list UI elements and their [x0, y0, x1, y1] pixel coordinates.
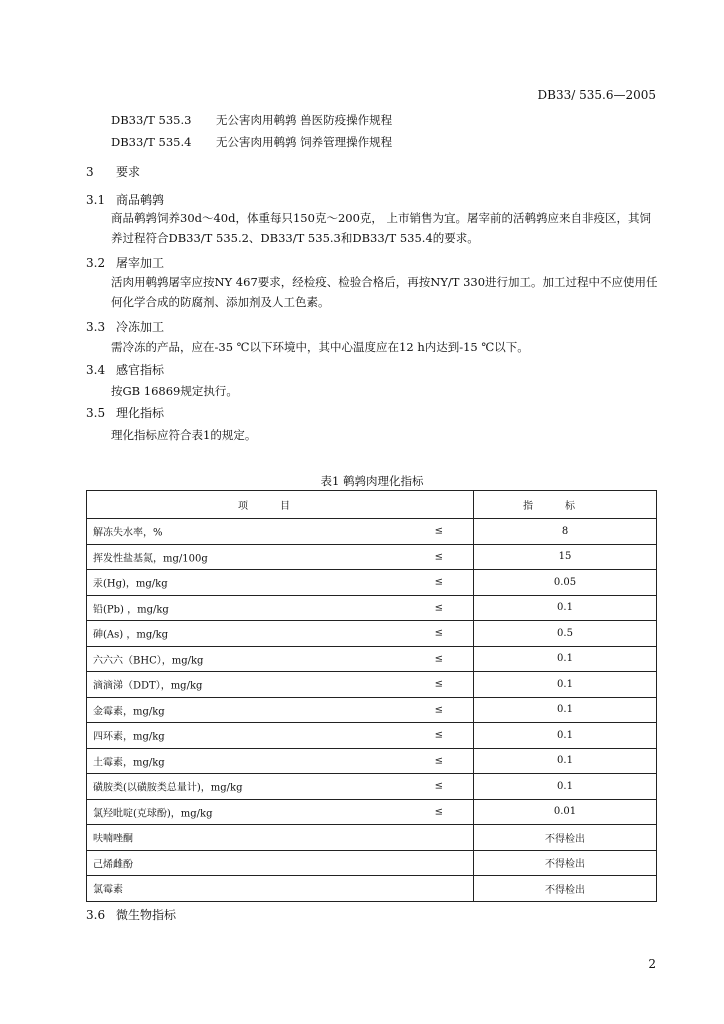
- item-name: 四环素，mg/kg: [93, 731, 165, 743]
- item-name: 土霉素，mg/kg: [93, 757, 165, 769]
- item-name: 氯霉素: [93, 884, 123, 896]
- less-or-equal-sign: ≤: [434, 806, 443, 818]
- item-name: 挥发性盐基氮，mg/100g: [93, 553, 208, 565]
- value-cell: 0.01: [474, 799, 657, 825]
- table-row: [87, 697, 657, 723]
- reference-line: [111, 134, 392, 150]
- section-heading-3-2: [86, 254, 164, 271]
- item-cell: [87, 876, 474, 902]
- section-heading-3-5: [86, 404, 164, 421]
- value-cell: 0.1: [474, 723, 657, 749]
- reference-title: 无公害肉用鹌鹑 兽医防疫操作规程: [216, 113, 393, 127]
- item-name: 六六六（BHC），mg/kg: [93, 655, 204, 667]
- column-header-label: 项目: [238, 501, 322, 512]
- less-or-equal-sign: ≤: [434, 627, 443, 639]
- less-or-equal-sign: ≤: [434, 551, 443, 563]
- item-name: 砷(As) ，mg/kg: [93, 629, 169, 641]
- table-row: [87, 544, 657, 570]
- section-title: 微生物指标: [116, 908, 177, 922]
- section-heading-3: [86, 163, 140, 180]
- section-title: 理化指标: [116, 406, 165, 420]
- value-cell: 0.1: [474, 646, 657, 672]
- item-name: 汞(Hg)，mg/kg: [93, 578, 168, 590]
- item-name: 解冻失水率，%: [93, 527, 163, 539]
- item-cell: [87, 850, 474, 876]
- section-heading-3-1: [86, 191, 164, 208]
- section-number: 3.1: [86, 193, 106, 207]
- item-name: 氯羟吡啶(克球酚)，mg/kg: [93, 808, 213, 820]
- table-header-row: [87, 491, 657, 519]
- item-cell: [87, 621, 474, 647]
- section-heading-3-6: [86, 906, 176, 923]
- section-title: 感官指标: [116, 363, 165, 377]
- column-header-label: 指标: [523, 501, 607, 512]
- section-heading-3-3: [86, 318, 164, 335]
- value-cell: 8: [474, 519, 657, 545]
- document-code: DB33/ 535.6—2005: [537, 88, 656, 102]
- paragraph-text: 活肉用鹌鹑屠宰应按NY 467要求，经检疫、检验合格后，再按NY/T 330进行加工。加工过程中不应使用任何化学合成的防腐剂、添加剂及人工色素。: [111, 275, 658, 309]
- section-title: 冷冻加工: [116, 320, 165, 334]
- item-name: 呋喃唑酮: [93, 833, 133, 845]
- item-name: 滴滴涕（DDT），mg/kg: [93, 680, 203, 692]
- less-or-equal-sign: ≤: [434, 525, 443, 537]
- paragraph-text: 理化指标应符合表1的规定。: [111, 428, 257, 442]
- table-row: [87, 774, 657, 800]
- less-or-equal-sign: ≤: [434, 576, 443, 588]
- section-title: 要求: [116, 165, 141, 179]
- section-number: 3.4: [86, 363, 106, 377]
- paragraph-text: 按GB 16869规定执行。: [111, 384, 238, 398]
- table-row: [87, 621, 657, 647]
- page-number: 2: [648, 957, 656, 971]
- item-cell: [87, 646, 474, 672]
- section-title: 商品鹌鹑: [116, 193, 165, 207]
- item-cell: [87, 748, 474, 774]
- table-caption: 表1 鹌鹑肉理化指标: [320, 474, 424, 488]
- item-cell: [87, 672, 474, 698]
- table-row: [87, 799, 657, 825]
- value-cell: 0.1: [474, 672, 657, 698]
- table-row: [87, 850, 657, 876]
- less-or-equal-sign: ≤: [434, 780, 443, 792]
- item-cell: [87, 799, 474, 825]
- table-row: [87, 646, 657, 672]
- column-header-item: [87, 491, 474, 519]
- item-cell: [87, 544, 474, 570]
- value-cell: 0.1: [474, 774, 657, 800]
- reference-line: [111, 112, 392, 128]
- section-number: 3.6: [86, 908, 106, 922]
- table-row: [87, 876, 657, 902]
- section-number: 3.5: [86, 406, 106, 420]
- value-cell: 不得检出: [474, 876, 657, 902]
- section-paragraph: [86, 272, 658, 312]
- table-row: [87, 825, 657, 851]
- reference-code: DB33/T 535.4: [111, 135, 192, 149]
- item-name: 铅(Pb) ，mg/kg: [93, 604, 169, 616]
- section-number: 3.2: [86, 256, 106, 270]
- section-title: 屠宰加工: [116, 256, 165, 270]
- table-row: [87, 519, 657, 545]
- item-cell: [87, 697, 474, 723]
- paragraph-text: 商品鹌鹑饲养30d～40d，体重每只150克～200克， 上市销售为宜。屠宰前的活鹌鹑应来自非疫区，其饲养过程符合DB33/T 535.2、DB33/T 535.3和DB33/T 535.4的要求。: [111, 211, 652, 245]
- value-cell: 0.1: [474, 697, 657, 723]
- reference-code: DB33/T 535.3: [111, 113, 192, 127]
- item-name: 磺胺类(以磺胺类总量计)，mg/kg: [93, 782, 243, 794]
- item-cell: [87, 723, 474, 749]
- item-cell: [87, 519, 474, 545]
- item-name: 金霉素，mg/kg: [93, 706, 165, 718]
- less-or-equal-sign: ≤: [434, 729, 443, 741]
- physicochemical-table: [86, 490, 657, 902]
- paragraph-text: 需冷冻的产品，应在-35 ℃以下环境中，其中心温度应在12 h内达到-15 ℃以下。: [111, 340, 529, 354]
- less-or-equal-sign: ≤: [434, 602, 443, 614]
- less-or-equal-sign: ≤: [434, 678, 443, 690]
- section-number: 3.3: [86, 320, 106, 334]
- value-cell: 0.1: [474, 748, 657, 774]
- value-cell: 0.1: [474, 595, 657, 621]
- table-row: [87, 748, 657, 774]
- less-or-equal-sign: ≤: [434, 704, 443, 716]
- item-name: 己烯雌酚: [93, 859, 133, 871]
- item-cell: [87, 774, 474, 800]
- value-cell: 不得检出: [474, 825, 657, 851]
- value-cell: 不得检出: [474, 850, 657, 876]
- value-cell: 15: [474, 544, 657, 570]
- item-cell: [87, 825, 474, 851]
- table-row: [87, 595, 657, 621]
- less-or-equal-sign: ≤: [434, 755, 443, 767]
- table-row: [87, 723, 657, 749]
- item-cell: [87, 570, 474, 596]
- table-row: [87, 570, 657, 596]
- column-header-value: [474, 491, 657, 519]
- less-or-equal-sign: ≤: [434, 653, 443, 665]
- table-row: [87, 672, 657, 698]
- section-paragraph: [86, 208, 658, 248]
- value-cell: 0.5: [474, 621, 657, 647]
- reference-title: 无公害肉用鹌鹑 饲养管理操作规程: [216, 135, 393, 149]
- item-cell: [87, 595, 474, 621]
- section-number: 3: [86, 165, 94, 179]
- section-heading-3-4: [86, 361, 164, 378]
- value-cell: 0.05: [474, 570, 657, 596]
